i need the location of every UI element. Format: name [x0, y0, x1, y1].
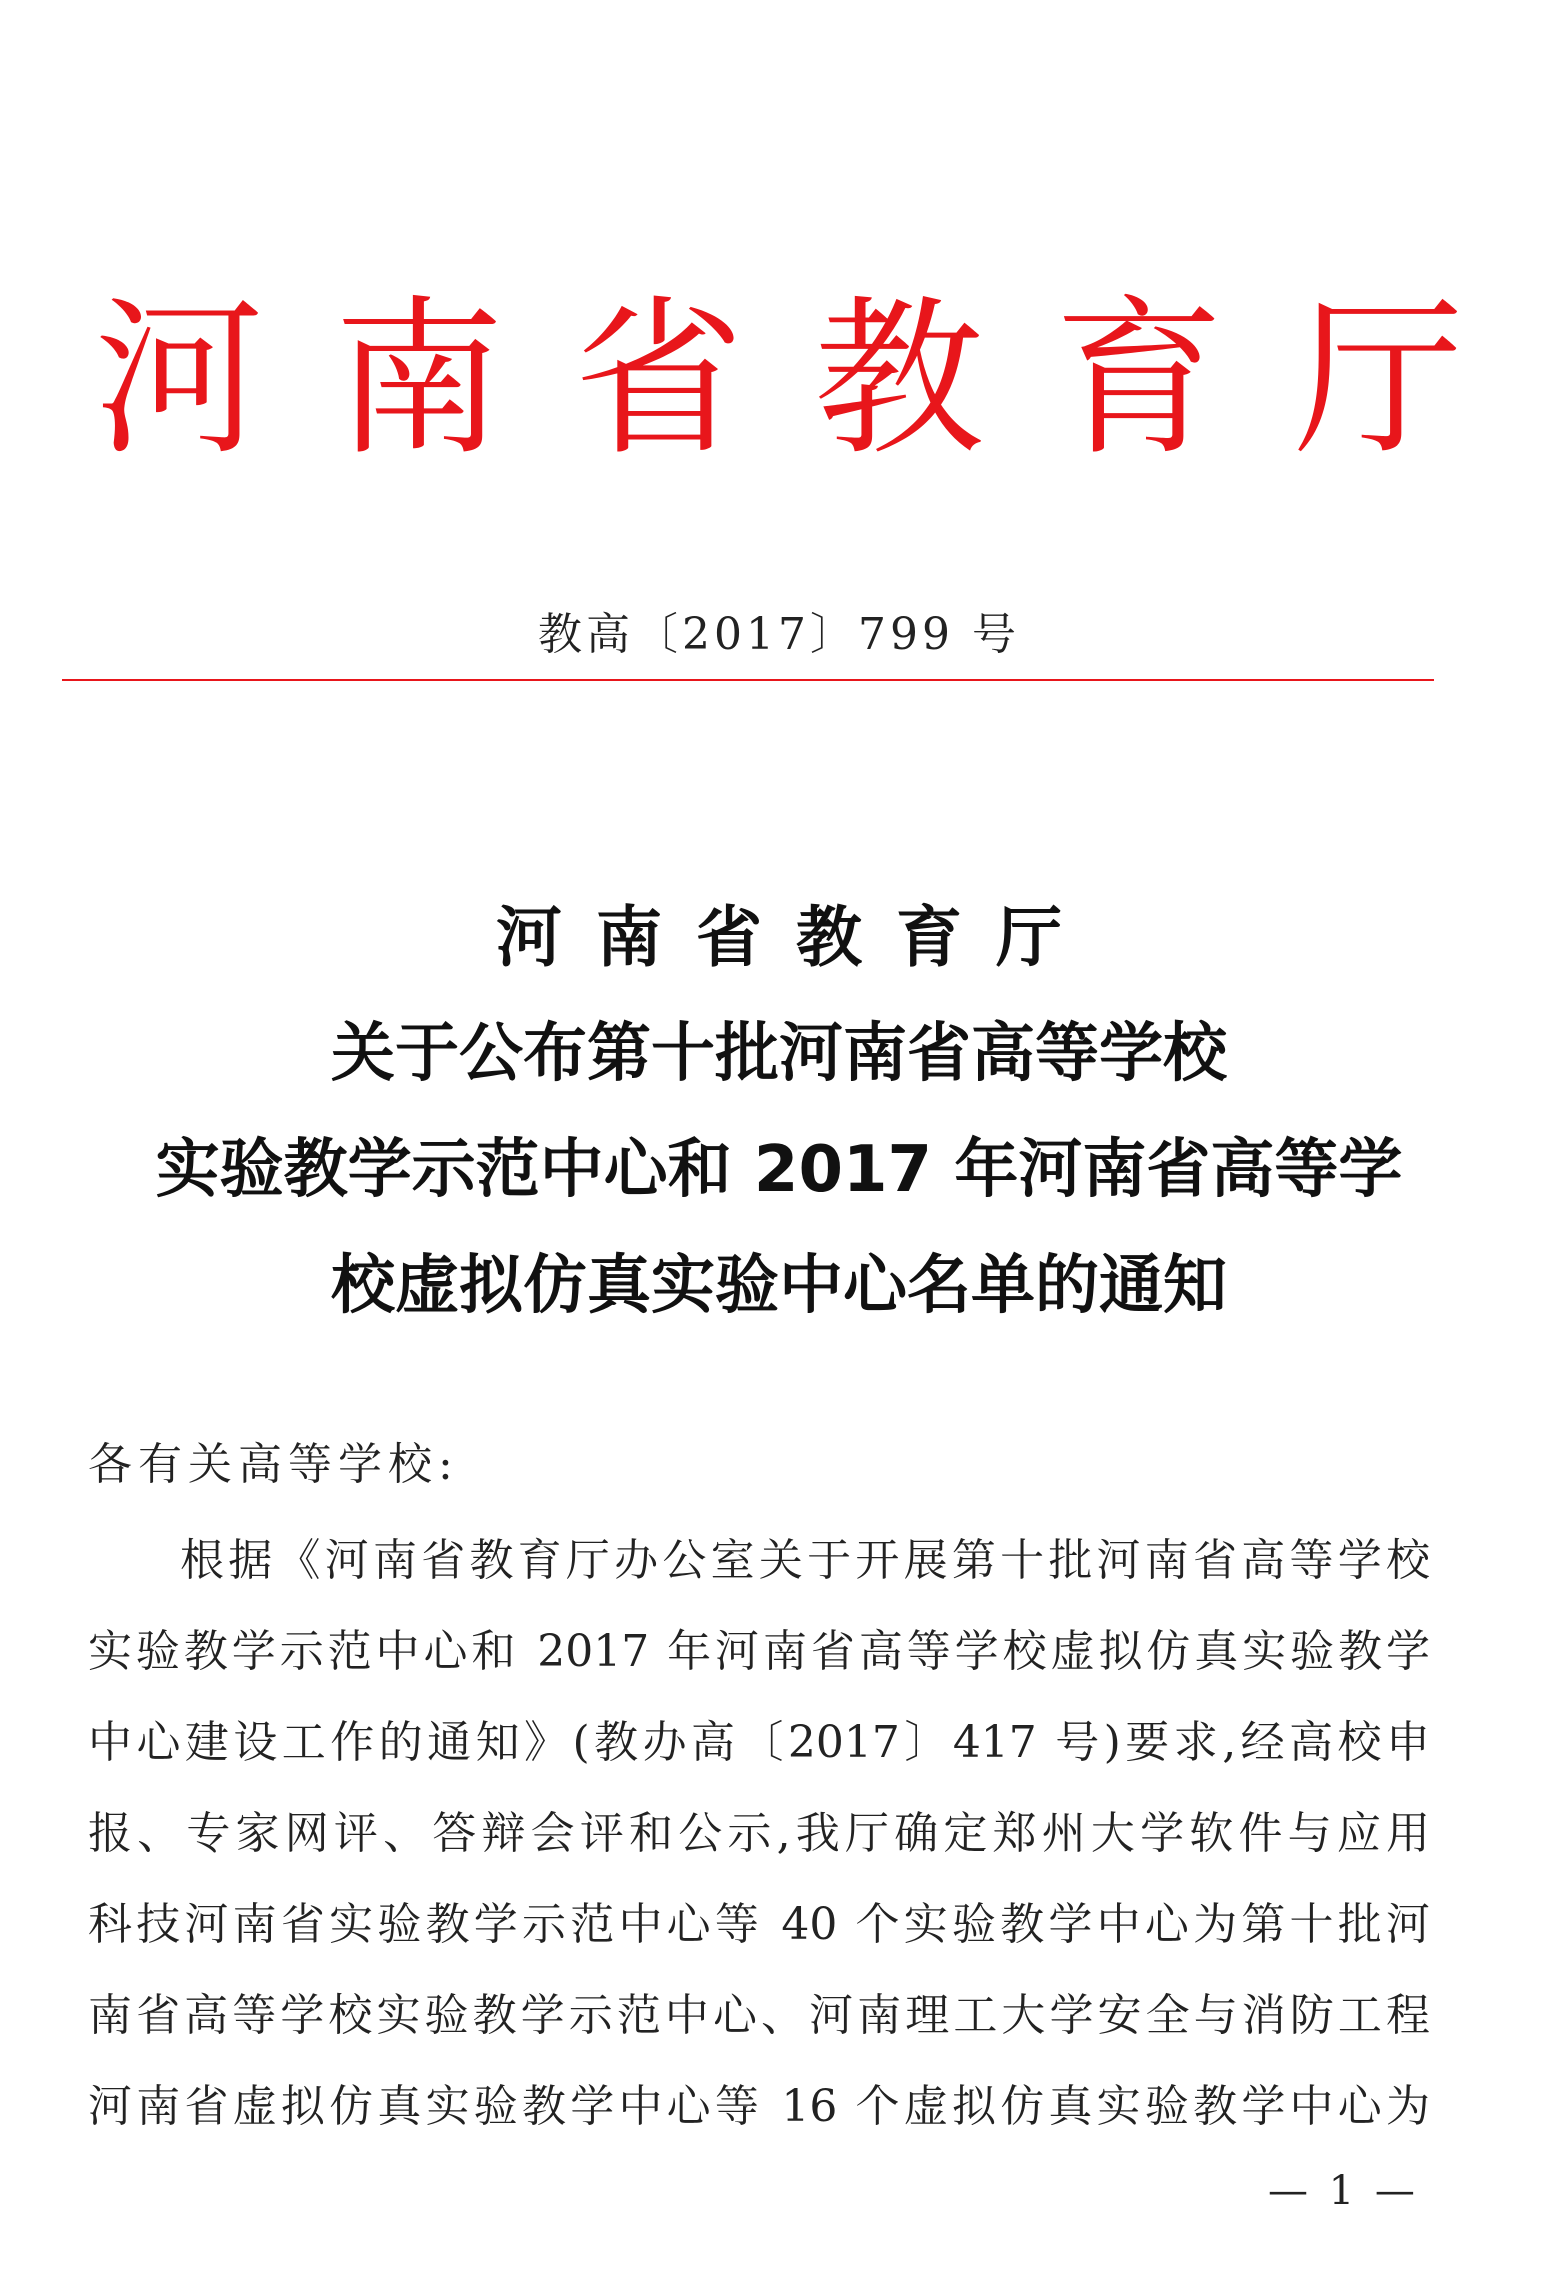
title-line: 关于公布第十批河南省高等学校	[331, 1017, 1227, 1091]
title-line-issuer: 河南省教育厅	[496, 899, 1096, 976]
document-number: 教高〔2017〕799 号	[538, 609, 1020, 660]
red-separator-line	[62, 679, 1434, 681]
body-line: 中心建设工作的通知》(教办高〔2017〕417 号)要求,经高校申	[88, 1717, 1430, 1768]
body-paragraph	[88, 1515, 1430, 2152]
page-number: — 1 —	[1268, 2168, 1419, 2214]
body-line: 根据《河南省教育厅办公室关于开展第十批河南省高等学校	[180, 1535, 1430, 1586]
title-line: 实验教学示范中心和 2017 年河南省高等学	[155, 1133, 1403, 1207]
salutation: 各有关高等学校:	[88, 1439, 459, 1490]
masthead-char: 河	[93, 281, 264, 479]
agency-masthead	[0, 280, 1558, 480]
body-line: 报、专家网评、答辩会评和公示,我厅确定郑州大学软件与应用	[88, 1808, 1430, 1859]
masthead-char: 育	[1054, 281, 1225, 479]
masthead-char: 南	[333, 281, 504, 479]
masthead-char: 教	[814, 281, 985, 479]
body-line: 南省高等学校实验教学示范中心、河南理工大学安全与消防工程	[88, 1990, 1430, 2041]
body-line: 河南省虚拟仿真实验教学中心等 16 个虚拟仿真实验教学中心为	[88, 2081, 1430, 2132]
body-line: 实验教学示范中心和 2017 年河南省高等学校虚拟仿真实验教学	[88, 1626, 1430, 1677]
masthead-char: 省	[573, 281, 744, 479]
body-line: 科技河南省实验教学示范中心等 40 个实验教学中心为第十批河	[88, 1899, 1430, 1950]
title-line: 校虚拟仿真实验中心名单的通知	[331, 1249, 1227, 1323]
document-title	[0, 880, 1558, 1344]
masthead-char: 厅	[1294, 281, 1465, 479]
